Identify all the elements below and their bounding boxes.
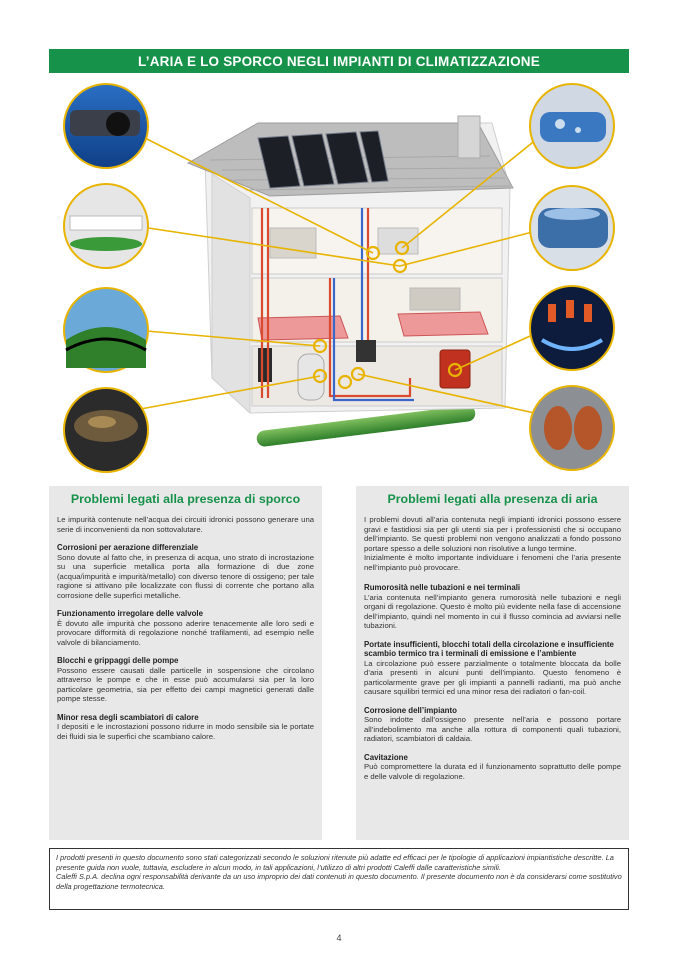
air-bubble-icon xyxy=(530,186,614,270)
sporco-section-title: Corrosioni per aerazione differenziale xyxy=(57,543,199,552)
sporco-section-text: Sono dovute al fatto che, in presenza di acqua, uno strato di incrostazione su una superficie metallica porta alla formazione di due zone (acqua/impurità e impurità/metallo) con diverso tenore di ossigeno; per tale ragione si attivano pile localizzate con flussi di corrente che portano alla corrosione delle superfici metalliche. xyxy=(57,552,314,600)
aria-section-text: La circolazione può essere parzialmente o totalmente bloccata da bolle d’aria presenti in alcuni punti dell’impianto. Questo fenomeno è particolarmente grave per gli impianti a pannelli radianti, ma può anche causare squilibri termici ed una minor resa dei radiatori o fan-coil. xyxy=(364,658,621,696)
aria-intro-2: Inizialmente è molto importante individuare i fenomeni che l’aria presente nell’impianto può provocare. xyxy=(364,553,621,572)
sporco-section-text: Possono essere causati dalle particelle in sospensione che circolano attraverso le pompe e che in esse può accumularsi sia per la loro particolare geometria, sia per effetto dei campi magnetici generati dalle pompe stesse. xyxy=(57,665,314,703)
page-title-banner xyxy=(49,49,629,73)
valve-blockage-icon xyxy=(64,288,148,372)
chimney xyxy=(458,116,480,158)
sporco-section-title: Blocchi e grippaggi delle pompe xyxy=(57,656,179,665)
sporco-section-title: Funzionamento irregolare delle valvole xyxy=(57,609,204,618)
disclaimer-box xyxy=(49,848,629,910)
sporco-section-text: È dovuto alle impurità che possono aderire tenacemente alle loro sedi e provocare difformità di regolazione nonché trafilamenti, ad esempio nelle valvole di bilanciamento. xyxy=(57,618,314,647)
sporco-intro: Le impurità contenute nell’acqua dei circuiti idronici possono generare una serie di inconvenienti da non sottovalutare. xyxy=(57,515,314,534)
boiler xyxy=(440,350,470,388)
air-in-pipe-icon xyxy=(530,84,614,168)
sporco-section-text: I depositi e le incrostazioni possono ridurre in modo sensibile sia le portate dei fluidi sia le superfici che scambiano calore. xyxy=(57,722,314,741)
sporco-panel xyxy=(49,486,322,840)
aria-section-title: Portate insufficienti, blocchi totali della circolazione e insufficiente scambio termico tra i terminali di emissione e l’ambiente xyxy=(364,639,614,658)
aria-section-text: Sono indotte dall’ossigeno presente nell’aria e possono portare all’indebolimento ma anche alla rottura di componenti quali tubazioni, radiatori, scambiatori di caldaia. xyxy=(364,715,621,743)
sporco-section-title: Minor resa degli scambiatori di calore xyxy=(57,712,199,722)
house-illustration xyxy=(0,78,678,478)
sporco-section xyxy=(57,656,314,704)
sporco-title: Problemi legati alla presenza di sporco xyxy=(70,492,301,506)
aria-section xyxy=(364,706,621,744)
pipe-incrustation-icon xyxy=(64,184,148,268)
house xyxy=(188,116,513,413)
sporco-section xyxy=(57,713,314,742)
disclaimer-line-1: I prodotti presenti in questo documento sono stati categorizzati secondo le soluzioni ritenute più adatte ed efficaci per le tipologie di applicazioni impiantistiche descritte. La presente guida non vuole, tuttavia, escludere in alcun modo, in tali applicazioni, l’utilizzo di altri prodotti Caleffi dalle caratteristiche simili. xyxy=(56,853,614,872)
aria-section xyxy=(364,753,621,782)
exchanger-deposit-icon xyxy=(64,388,148,472)
sporco-section xyxy=(57,543,314,600)
aria-section-text: L’aria contenuta nell’impianto genera rumorosità nelle tubazioni e negli organi di regolazione. Questo è molto più evidente nella fase di accensione dell’impianto, quindi nel momento in cui il flusso comincia ad avviarsi nelle tubazioni. xyxy=(364,592,621,630)
pump-cavitation-icon xyxy=(530,286,614,370)
disclaimer-line-2: Caleffi S.p.A. declina ogni responsabilità derivante da un uso improprio dei dati contenuti in questo documento. Il presente documento non è da considerarsi come sostitutivo della progettazione termotecnica. xyxy=(56,872,622,891)
page-title: L’ARIA E LO SPORCO NEGLI IMPIANTI DI CLIMATIZZAZIONE xyxy=(138,53,540,69)
aria-section xyxy=(364,583,621,631)
sporco-section xyxy=(57,609,314,647)
boiler-corrosion-icon xyxy=(530,386,614,470)
aria-section-title: Corrosione dell’impianto xyxy=(364,705,457,715)
page-number: 4 xyxy=(336,933,342,943)
aria-intro: I problemi dovuti all’aria contenuta negli impianti idronici possono essere gravi e fastidiosi sia per gli utenti sia per i professionisti che si occupano dell’impianto. Se questi problemi non vengono analizzati a fondo possono portare spesso a delle soluzioni non risolutive a lungo termine. xyxy=(364,515,621,553)
aria-section-title: Rumorosità nelle tubazioni e nei terminali xyxy=(364,583,521,592)
aria-section-text: Può compromettere la durata ed il funzionamento soprattutto delle pompe e delle valvole di regolazione. xyxy=(364,762,621,781)
aria-title: Problemi legati alla presenza di aria xyxy=(387,492,598,506)
aria-section xyxy=(364,640,621,697)
aria-section-title: Cavitazione xyxy=(364,752,408,762)
sludge-deposit-icon xyxy=(64,84,148,168)
aria-panel xyxy=(356,486,629,840)
